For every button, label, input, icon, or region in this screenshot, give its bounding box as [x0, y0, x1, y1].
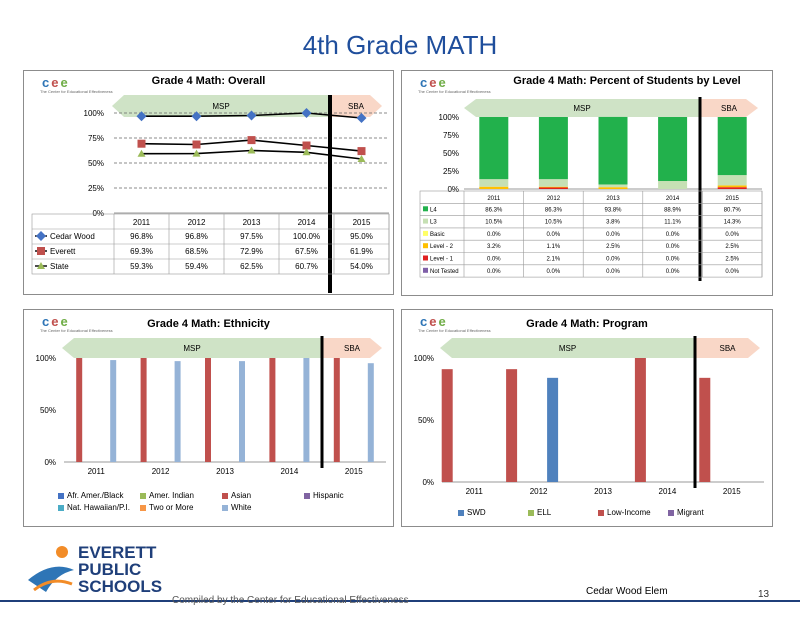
- y-tick-label: 75%: [442, 131, 459, 140]
- data-label: 11.1%: [664, 219, 681, 226]
- legend-item: [304, 491, 344, 500]
- x-tick-label: 2014: [665, 196, 680, 202]
- data-label: 0.0%: [725, 231, 740, 238]
- cee-logo: cee: [42, 314, 70, 329]
- x-tick-label: 2014: [658, 487, 677, 496]
- bar-segment: [599, 187, 628, 189]
- msp-label: MSP: [573, 104, 591, 113]
- data-point: [248, 136, 256, 144]
- data-label: 1.1%: [546, 244, 561, 251]
- cee-logo: cee: [42, 75, 70, 90]
- legend-swatch: [528, 510, 534, 516]
- data-label: 88.9%: [664, 207, 682, 214]
- cee-tagline: The Center for Educational Effectiveness: [418, 328, 491, 333]
- legend-item: [58, 503, 130, 512]
- legend-item: [458, 508, 486, 517]
- y-tick-label: 50%: [39, 406, 56, 415]
- x-tick-label: 2013: [594, 487, 612, 496]
- data-label: 14.3%: [723, 219, 741, 226]
- data-label: 60.7%: [295, 262, 318, 271]
- data-label: 54.0%: [350, 262, 373, 271]
- data-label: 0.0%: [665, 231, 680, 238]
- legend-swatch: [222, 493, 228, 499]
- bar-segment: [658, 181, 687, 189]
- legend-program: [402, 310, 774, 528]
- legend-swatch: [304, 493, 310, 499]
- msp-label: MSP: [212, 102, 230, 111]
- logo-figure-icon: [22, 540, 82, 600]
- school-name: Cedar Wood Elem: [586, 586, 668, 597]
- panel-ethnicity: [23, 309, 394, 527]
- y-tick-label: 50%: [87, 159, 104, 168]
- msp-label: MSP: [183, 344, 201, 353]
- legend-label: Afr. Amer./Black: [67, 491, 124, 500]
- legend-label: Level - 2: [430, 244, 454, 251]
- chart-title: Grade 4 Math: Ethnicity: [147, 318, 270, 330]
- legend-item: [222, 491, 251, 500]
- legend-label: Nat. Hawaiian/P.I.: [67, 503, 130, 512]
- bar-segment: [599, 184, 628, 187]
- legend-label: Low-Income: [607, 508, 651, 517]
- x-tick-label: 2013: [606, 196, 620, 202]
- table-border: [420, 191, 762, 277]
- bar-segment: [718, 187, 747, 189]
- y-tick-label: 25%: [442, 167, 459, 176]
- data-label: 62.5%: [240, 262, 263, 271]
- x-tick-label: 2014: [280, 467, 299, 476]
- bar-segment: [718, 175, 747, 185]
- cee-logo: cee: [420, 75, 448, 90]
- data-label: 86.3%: [544, 207, 562, 214]
- y-tick-label: 100%: [83, 109, 104, 118]
- data-point: [193, 141, 201, 149]
- legend-swatch: [58, 505, 64, 511]
- logo-text: EVERETT PUBLIC SCHOOLS: [78, 543, 163, 596]
- data-label: 72.9%: [240, 247, 263, 256]
- chart-title: Grade 4 Math: Overall: [151, 75, 266, 87]
- legend-label: SWD: [467, 508, 486, 517]
- legend-swatch: [423, 206, 428, 211]
- chart-title: Grade 4 Math: Program: [526, 318, 648, 330]
- y-tick-label: 0%: [447, 185, 459, 194]
- legend-swatch: [458, 510, 464, 516]
- bar-segment: [479, 117, 508, 179]
- chart-levels: [402, 71, 774, 297]
- x-tick-label: 2013: [216, 467, 234, 476]
- sba-label: SBA: [720, 104, 738, 113]
- x-tick-label: 2012: [187, 218, 206, 227]
- bar-segment: [539, 187, 568, 189]
- legend-label: L3: [430, 219, 437, 226]
- bar-segment: [658, 117, 687, 181]
- legend-label: Not Tested: [430, 268, 459, 275]
- data-label: 69.3%: [130, 247, 153, 256]
- legend-label: Two or More: [149, 503, 194, 512]
- legend-swatch: [58, 493, 64, 499]
- bar-segment: [599, 117, 628, 185]
- data-label: 0.0%: [486, 256, 501, 263]
- panel-levels: [401, 70, 773, 296]
- legend-label: Everett: [50, 247, 76, 256]
- legend-marker: [37, 247, 45, 255]
- legend-label: Level - 1: [430, 256, 454, 263]
- y-tick-label: 0%: [422, 478, 434, 487]
- legend-marker: [36, 231, 46, 241]
- x-tick-label: 2011: [465, 487, 483, 496]
- legend-item: [222, 503, 251, 512]
- data-label: 10.5%: [485, 219, 503, 226]
- cee-tagline: The Center for Educational Effectiveness: [418, 89, 491, 94]
- data-label: 95.0%: [350, 232, 373, 241]
- data-label: 2.1%: [546, 256, 561, 263]
- bar-segment: [718, 117, 747, 175]
- data-label: 3.2%: [486, 244, 501, 251]
- data-label: 93.8%: [604, 207, 622, 214]
- data-label: 61.9%: [350, 247, 373, 256]
- x-tick-label: 2013: [242, 218, 261, 227]
- x-tick-label: 2015: [352, 218, 371, 227]
- legend-ethnicity: [24, 310, 395, 528]
- compiled-note: Compiled by the Center for Educational Effectiveness: [172, 595, 409, 606]
- data-label: 0.0%: [606, 231, 620, 238]
- x-tick-label: 2014: [297, 218, 316, 227]
- page-number: 13: [758, 589, 770, 600]
- bar-segment: [479, 179, 508, 187]
- data-label: 10.5%: [544, 219, 562, 226]
- bar-segment: [539, 117, 568, 179]
- y-tick-label: 50%: [442, 149, 459, 158]
- data-label: 0.0%: [665, 256, 680, 263]
- data-label: 0.0%: [486, 268, 501, 275]
- data-label: 0.0%: [546, 231, 561, 238]
- x-tick-label: 2015: [344, 467, 363, 476]
- sba-label: SBA: [343, 344, 361, 353]
- legend-label: L4: [430, 207, 437, 214]
- y-tick-label: 100%: [413, 354, 434, 363]
- bar-segment: [539, 179, 568, 187]
- y-tick-label: 100%: [438, 113, 459, 122]
- panel-overall: [23, 70, 394, 295]
- x-tick-label: 2011: [132, 218, 151, 227]
- legend-swatch: [423, 231, 428, 236]
- x-tick-label: 2012: [151, 467, 170, 476]
- y-tick-label: 100%: [35, 354, 56, 363]
- legend-swatch: [140, 505, 146, 511]
- legend-item: [140, 491, 194, 500]
- legend-item: [528, 508, 551, 517]
- data-label: 86.3%: [485, 207, 503, 214]
- legend-label: Basic: [430, 231, 445, 238]
- panel-program: [401, 309, 773, 527]
- y-tick-label: 25%: [87, 184, 104, 193]
- legend-swatch: [222, 505, 228, 511]
- legend-item: [58, 491, 123, 500]
- cee-logo: cee: [420, 314, 448, 329]
- data-label: 100.0%: [292, 232, 321, 241]
- x-tick-label: 2011: [87, 467, 105, 476]
- x-tick-label: 2015: [722, 487, 741, 496]
- msp-label: MSP: [558, 344, 577, 353]
- data-label: 80.7%: [723, 207, 741, 214]
- cee-tagline: The Center for Educational Effectiveness: [40, 328, 113, 333]
- legend-label: ELL: [537, 508, 552, 517]
- data-label: 2.5%: [725, 256, 740, 263]
- legend-label: Hispanic: [313, 491, 344, 500]
- sba-label: SBA: [719, 344, 736, 353]
- data-label: 0.0%: [606, 268, 620, 275]
- chart-title: Grade 4 Math: Percent of Students by Level: [513, 75, 741, 87]
- legend-swatch: [423, 219, 428, 224]
- data-label: 2.5%: [606, 244, 620, 251]
- data-label: 0.0%: [665, 268, 680, 275]
- data-label: 97.5%: [240, 232, 263, 241]
- everett-logo: [22, 540, 182, 600]
- data-label: 96.8%: [185, 232, 208, 241]
- legend-swatch: [423, 243, 428, 248]
- data-label: 0.0%: [665, 244, 680, 251]
- sba-label: SBA: [347, 102, 365, 111]
- data-point: [358, 147, 366, 155]
- data-label: 0.0%: [486, 231, 501, 238]
- y-tick-label: 75%: [87, 134, 104, 143]
- data-label: 0.0%: [725, 268, 740, 275]
- x-tick-label: 2015: [725, 196, 739, 202]
- legend-label: State: [50, 262, 69, 271]
- y-tick-label: 0%: [92, 209, 104, 218]
- legend-label: Migrant: [677, 508, 704, 517]
- data-label: 0.0%: [606, 256, 620, 263]
- cee-tagline: The Center for Educational Effectiveness: [40, 89, 113, 94]
- legend-swatch: [668, 510, 674, 516]
- legend-swatch: [140, 493, 146, 499]
- chart-overall: [24, 71, 395, 296]
- bar-segment: [479, 187, 508, 189]
- legend-label: Asian: [231, 491, 252, 500]
- legend-item: [598, 508, 651, 517]
- data-label: 3.8%: [606, 219, 620, 226]
- legend-item: [668, 508, 704, 517]
- legend-swatch: [598, 510, 604, 516]
- legend-item: [140, 503, 193, 512]
- data-point: [138, 140, 146, 148]
- legend-label: White: [231, 503, 252, 512]
- x-tick-label: 2012: [529, 487, 548, 496]
- data-label: 59.4%: [185, 262, 208, 271]
- bar-segment: [718, 185, 747, 187]
- legend-label: Cedar Wood: [50, 232, 95, 241]
- x-tick-label: 2012: [546, 196, 561, 202]
- slide-title: 4th Grade MATH: [302, 30, 498, 60]
- y-tick-label: 0%: [44, 458, 56, 467]
- legend-swatch: [423, 256, 428, 261]
- data-label: 59.3%: [130, 262, 153, 271]
- y-tick-label: 50%: [417, 416, 434, 425]
- data-label: 0.0%: [546, 268, 561, 275]
- data-label: 68.5%: [185, 247, 208, 256]
- x-tick-label: 2011: [487, 196, 501, 202]
- data-label: 67.5%: [295, 247, 318, 256]
- legend-label: Amer. Indian: [149, 491, 194, 500]
- legend-swatch: [423, 268, 428, 273]
- data-label: 96.8%: [130, 232, 153, 241]
- data-label: 2.5%: [725, 244, 740, 251]
- bar-segment: [539, 187, 568, 188]
